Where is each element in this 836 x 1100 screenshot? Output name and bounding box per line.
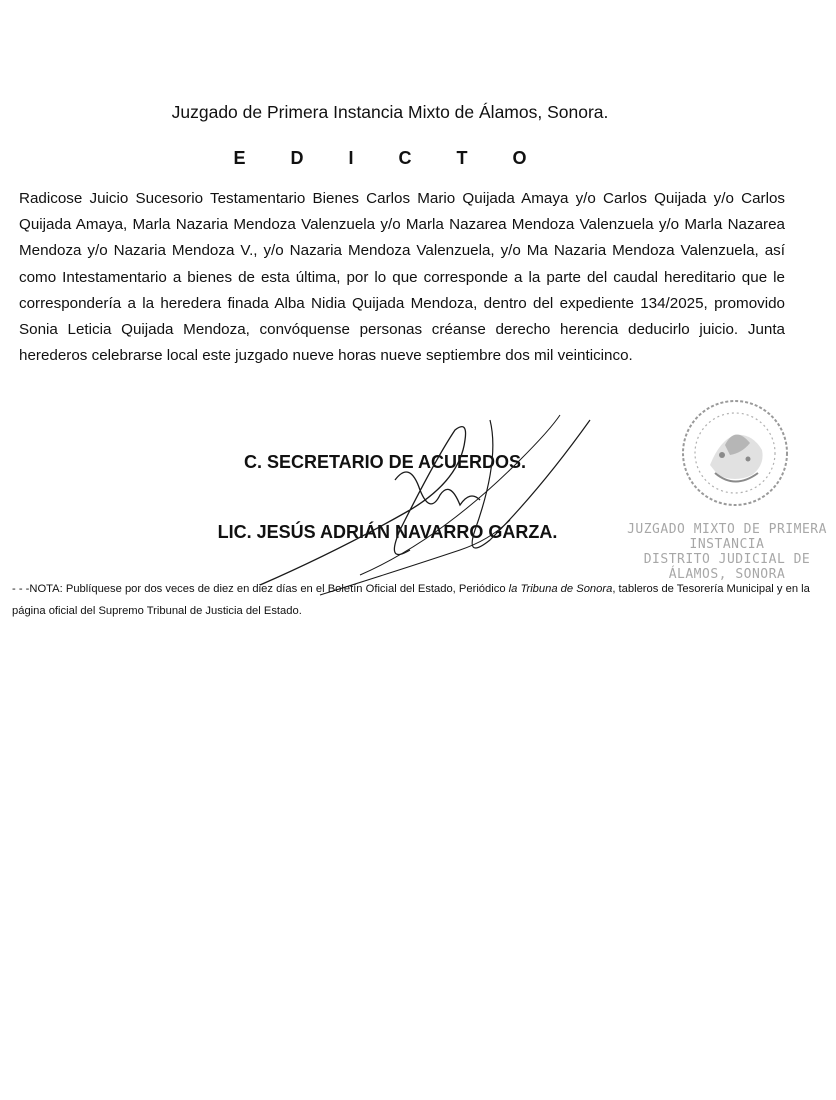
stamp-line: DISTRITO JUDICIAL DE [643, 552, 811, 567]
signer-name: LIC. JESÚS ADRIÁN NAVARRO GARZA. [217, 522, 558, 542]
edict-body-paragraph: Radicose Juicio Sucesorio Testamentario Bienes Carlos Mario Quijada Amaya y/o Carlos Quijada y/o Carlos Quijada Amaya, Marla Nazaria Mendoza Valenzuela y/o Marla Nazarea Mendoza Valenzuela y/o Marla Nazarea Mendoza y/o Nazaria Mendoza V., y/o Nazaria Mendoza Valenzuela, y/o Ma Nazaria Mendoza Valenzuela, así como Intestamentario a bienes de esta última, por lo que corresponde a la parte del caudal hereditario que le correspondería a la heredera finada Alba Nidia Quijada Mendoza, dentro del expediente 134/2025, promovido Sonia Leticia Quijada Mendoza, convóquense personas créanse derecho herencia deducirlo juicio. Junta herederos celebrarse local este juzgado nueve horas nueve septiembre dos mil veinticinco. [19, 190, 785, 365]
document-title: E D I C T O [233, 148, 547, 168]
court-stamp [618, 522, 836, 582]
handwritten-signature-icon [260, 400, 600, 600]
note-suffix: , tableros de Tesorería Municipal y en la página oficial del Supremo Tribunal de Justicia del Estado. [12, 583, 810, 617]
court-heading: Juzgado de Primera Instancia Mixto de Álamos, Sonora. [171, 102, 609, 122]
stamp-line: INSTANCIA [689, 537, 765, 552]
stamp-line: ÁLAMOS, SONORA [668, 567, 786, 582]
publication-note [12, 578, 812, 622]
stamp-line: JUZGADO MIXTO DE PRIMERA [627, 522, 827, 537]
newspaper-name: la Tribuna de Sonora [508, 583, 613, 595]
secretary-title: C. SECRETARIO DE ACUERDOS. [243, 452, 527, 472]
note-prefix: - - -NOTA: Publíquese por dos veces de diez en diez días en el Boletín Oficial del Estado, Periódico [12, 583, 509, 595]
